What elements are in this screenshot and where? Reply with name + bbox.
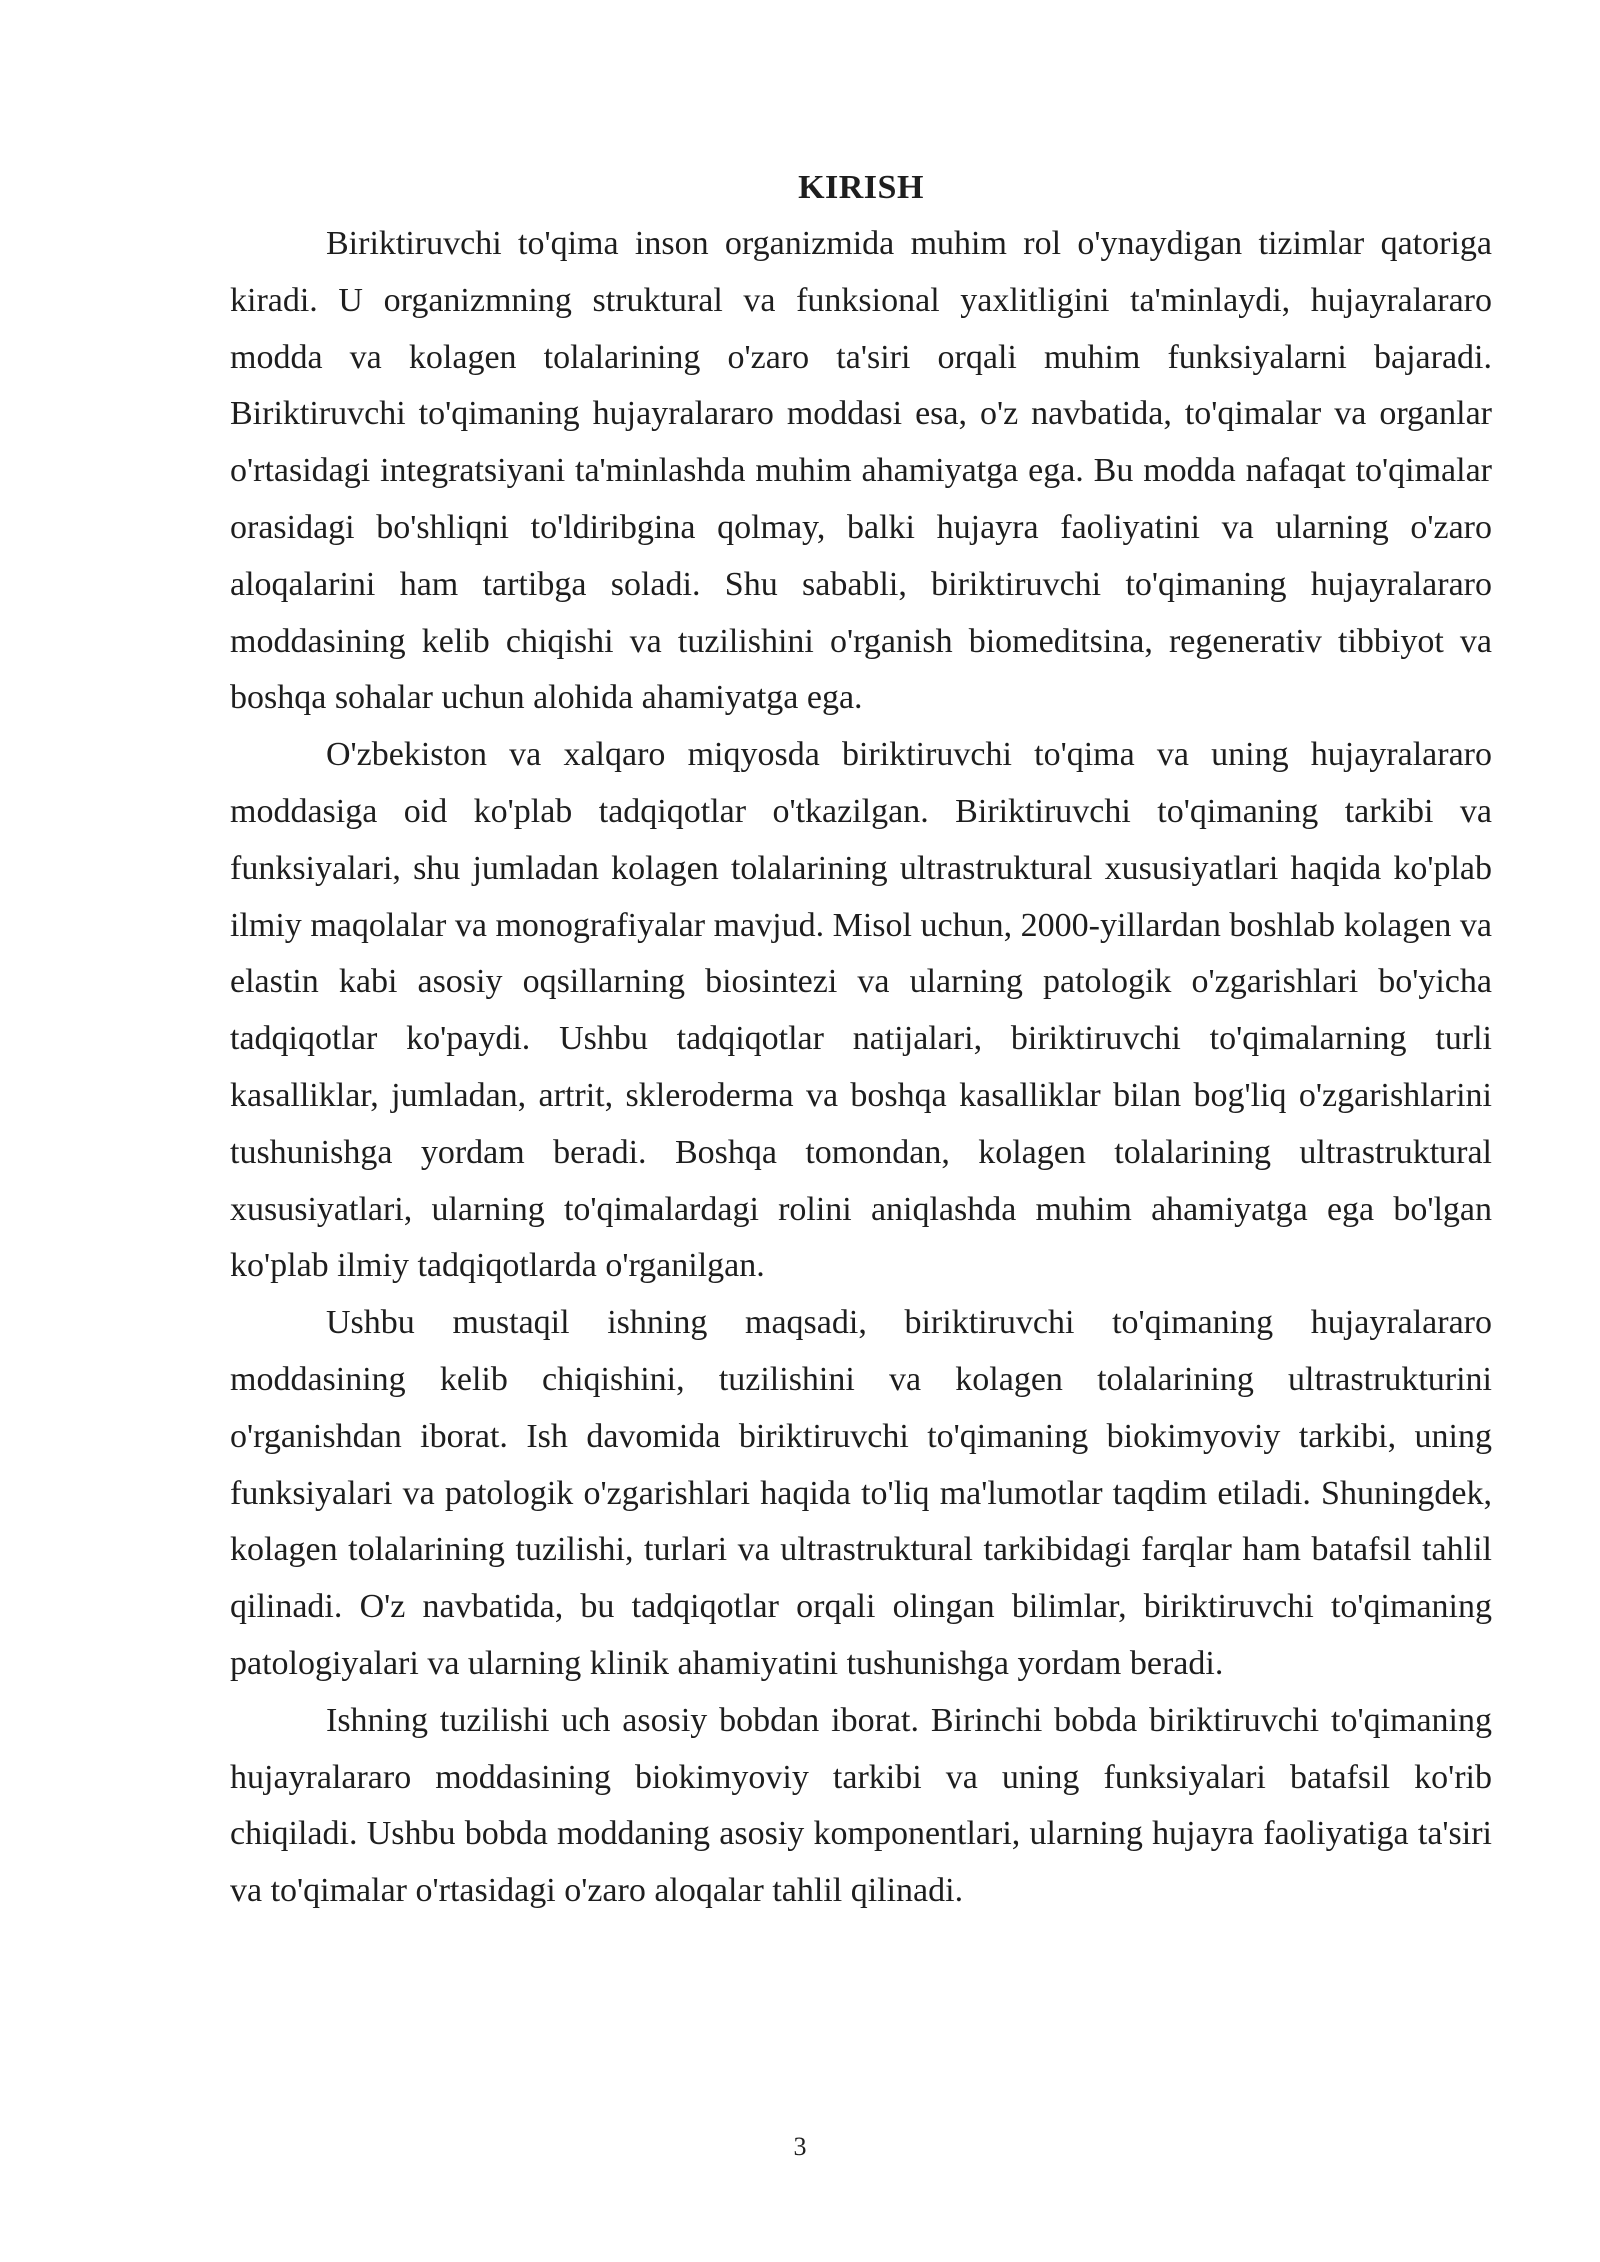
- page-number: 3: [793, 2132, 807, 2161]
- section-title: KIRISH: [798, 169, 924, 206]
- paragraph-structure: Ishning tuzilishi uch asosiy bobdan iborat. Birinchi bobda biriktiruvchi to'qimaning hujayralararo moddasining biokimyoviy tarkibi va uning funksiyalari batafsil ko'rib chiqiladi. Ushbu bobda moddaning asosiy komponentlari, ularning hujayra faoliyatiga ta'siri va to'qimalar o'rtasidagi o'zaro aloqalar tahlil qilinadi.: [230, 1701, 1492, 1910]
- paragraph-research-review: O'zbekiston va xalqaro miqyosda biriktiruvchi to'qima va uning hujayralararo moddasiga oid ko'plab tadqiqotlar o'tkazilgan. Biriktiruvchi to'qimaning tarkibi va funksiyalari, shu jumladan kolagen tolalarining ultrastruktural xususiyatlari haqida ko'plab ilmiy maqolalar va monografiyalar mavjud. Misol uchun, 2000-yillardan boshlab kolagen va elastin kabi asosiy oqsillarning biosintezi va ularning patologik o'zgarishlari bo'yicha tadqiqotlar ko'paydi. Ushbu tadqiqotlar natijalari, biriktiruvchi to'qimalarning turli kasalliklar, jumladan, artrit, skleroderma va boshqa kasalliklar bilan bog'liq o'zgarishlarini tushunishga yordam beradi. Boshqa tomondan, kolagen tolalarining ultrastruktural xususiyatlari, ularning to'qimalardagi rolini aniqlashda muhim ahamiyatga ega bo'lgan ko'plab ilmiy tadqiqotlarda o'rganilgan.: [230, 736, 1492, 1285]
- paragraph-aim: Ushbu mustaqil ishning maqsadi, biriktiruvchi to'qimaning hujayralararo moddasining kelib chiqishini, tuzilishini va kolagen tolalarining ultrastrukturini o'rganishdan iborat. Ish davomida biriktiruvchi to'qimaning biokimyoviy tarkibi, uning funksiyalari va patologik o'zgarishlari haqida to'liq ma'lumotlar taqdim etiladi. Shuningdek, kolagen tolalarining tuzilishi, turlari va ultrastruktural tarkibidagi farqlar ham batafsil tahlil qilinadi. O'z navbatida, bu tadqiqotlar orqali olingan bilimlar, biriktiruvchi to'qimaning patologiyalari va ularning klinik ahamiyatini tushunishga yordam beradi.: [230, 1304, 1492, 1682]
- paragraph-intro: Biriktiruvchi to'qima inson organizmida muhim rol o'ynaydigan tizimlar qatoriga kiradi. U organizmning struktural va funksional yaxlitligini ta'minlaydi, hujayralararo modda va kolagen tolalarining o'zaro ta'siri orqali muhim funksiyalarni bajaradi. Biriktiruvchi to'qimaning hujayralararo moddasi esa, o'z navbatida, to'qimalar va organlar o'rtasidagi integratsiyani ta'minlashda muhim ahamiyatga ega. Bu modda nafaqat to'qimalar orasidagi bo'shliqni to'ldiribgina qolmay, balki hujayra faoliyatini va ularning o'zaro aloqalarini ham tartibga soladi. Shu sababli, biriktiruvchi to'qimaning hujayralararo moddasining kelib chiqishi va tuzilishini o'rganish biomeditsina, regenerativ tibbiyot va boshqa sohalar uchun alohida ahamiyatga ega.: [230, 225, 1492, 717]
- page-content: [230, 160, 1492, 1920]
